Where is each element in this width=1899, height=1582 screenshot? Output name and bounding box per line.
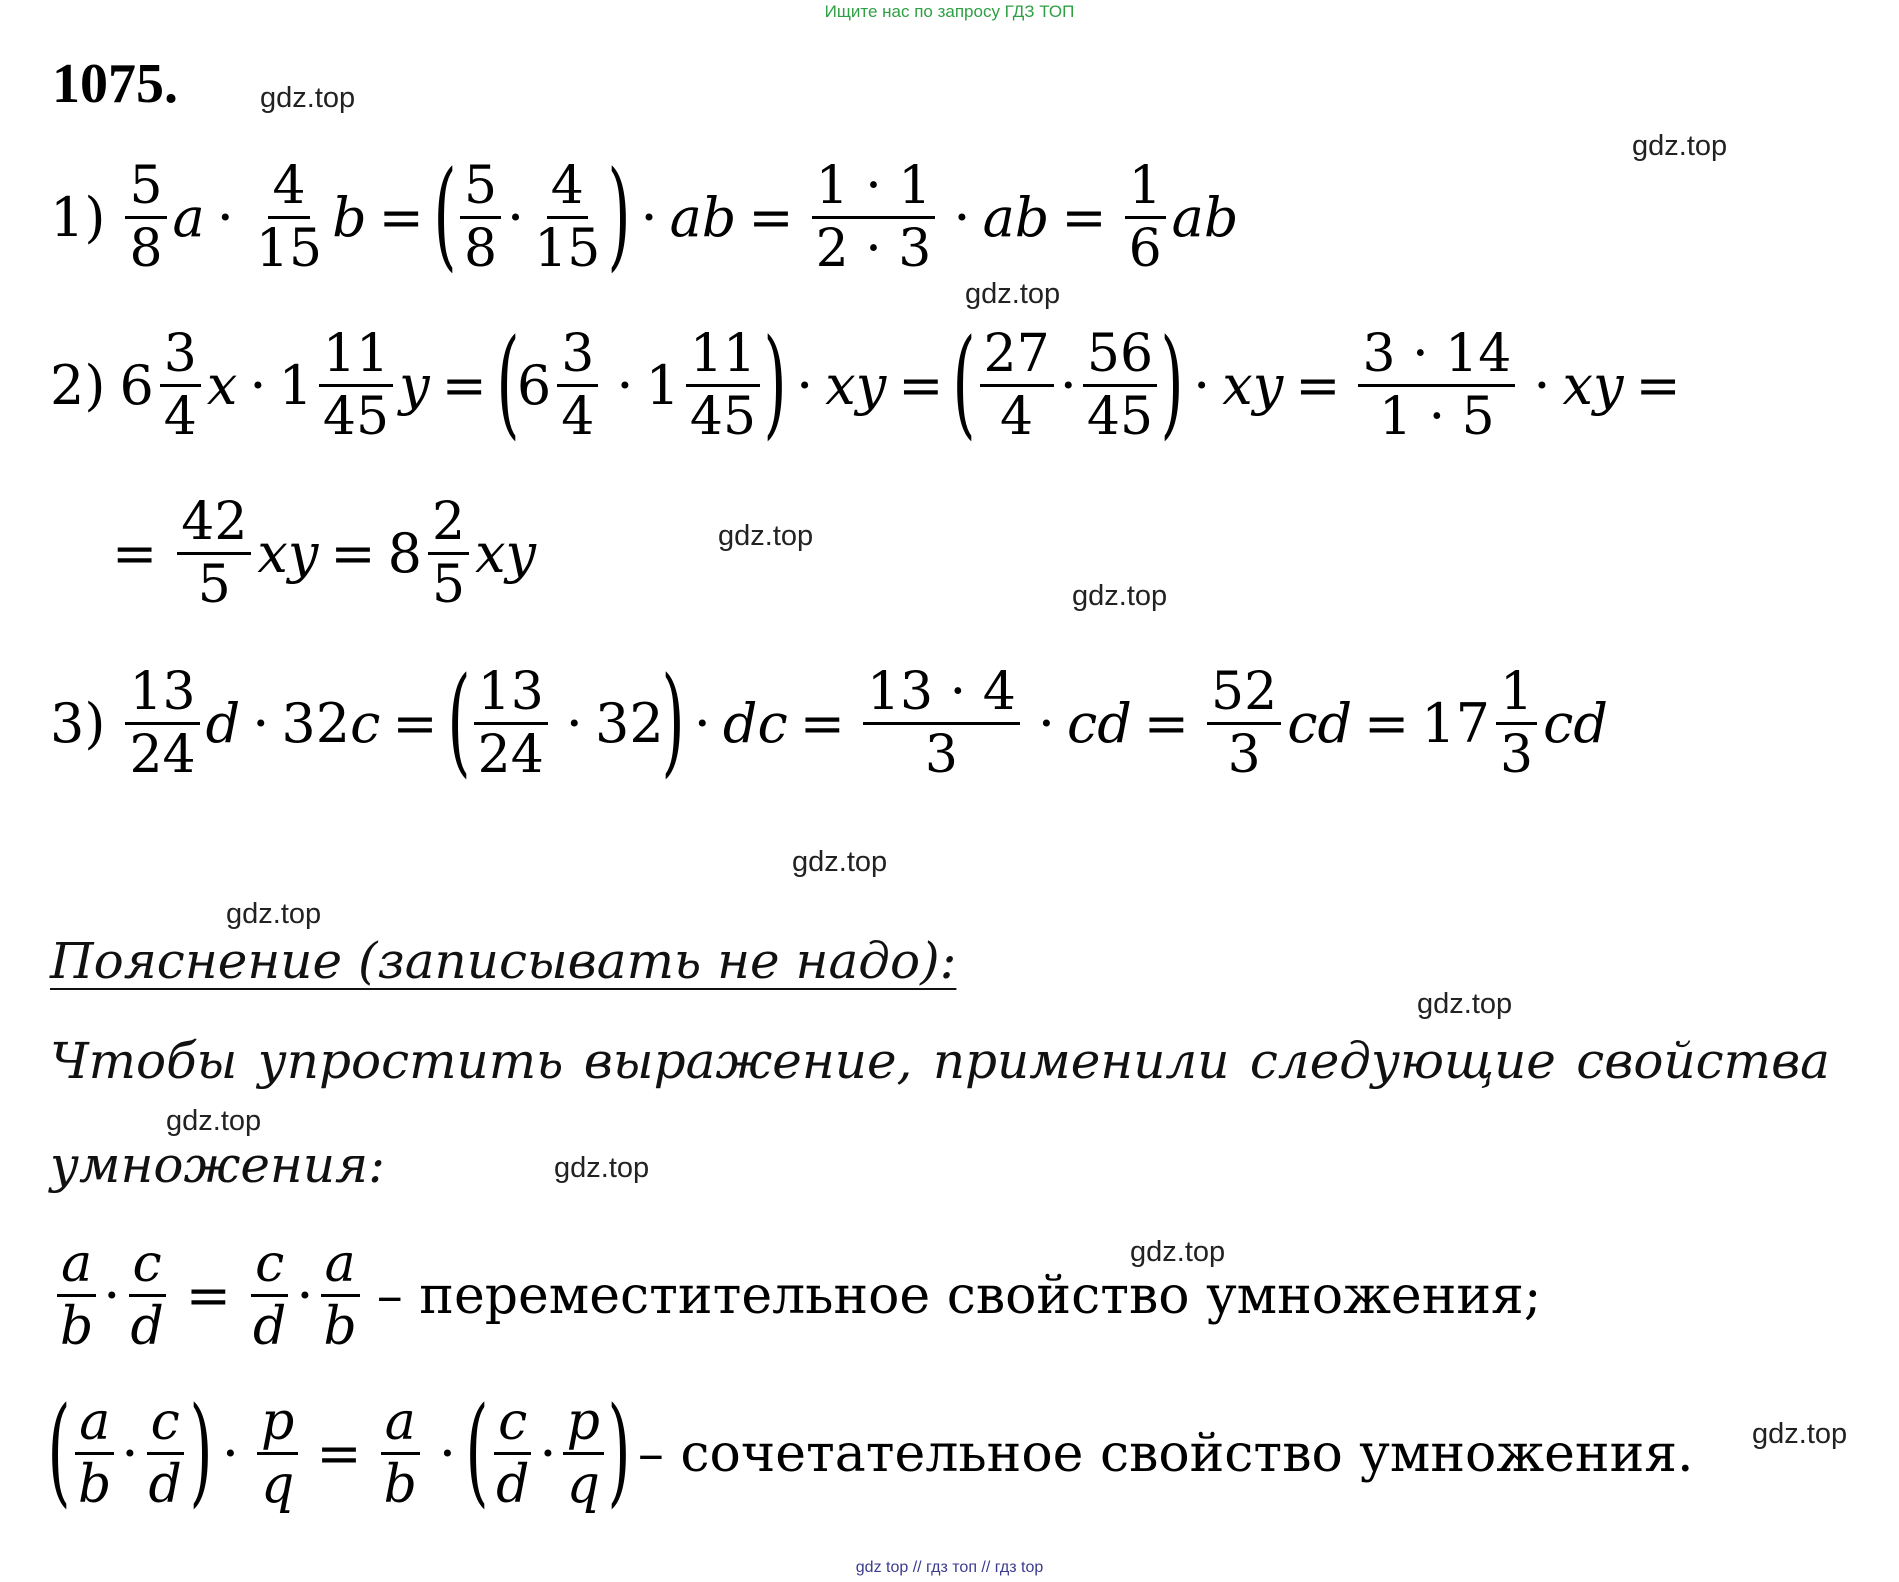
variable: cd [1287, 691, 1353, 755]
fraction [492, 1392, 533, 1516]
variable: x [206, 353, 238, 417]
number: 32 [281, 691, 351, 755]
open-paren: ( [47, 1380, 71, 1519]
fraction [812, 156, 936, 280]
fraction [257, 1392, 298, 1516]
explanation-continuation: умножения: [50, 1136, 386, 1194]
equals-operator: = [1143, 691, 1190, 755]
whole-part: 8 [387, 521, 422, 585]
fraction [249, 1234, 290, 1358]
numerator: 13 [125, 664, 199, 725]
numerator: 2 [428, 494, 469, 555]
variable: ab [669, 185, 737, 249]
close-paren: ) [661, 650, 685, 789]
fraction [1125, 156, 1166, 280]
item-label: 3) [50, 691, 106, 755]
numerator: p [563, 1394, 604, 1455]
watermark: gdz.top [1752, 1418, 1848, 1450]
equals-operator: = [1364, 691, 1410, 755]
dot-operator: · [438, 1421, 457, 1485]
fraction [863, 662, 1020, 786]
numerator: 27 [980, 326, 1054, 387]
explanation-heading: Пояснение (записывать не надо): [50, 932, 957, 990]
dot-operator: · [296, 1263, 314, 1327]
number: 32 [594, 691, 664, 755]
denominator: 1 · 5 [1379, 387, 1495, 448]
denominator: q [566, 1455, 600, 1516]
variable: dc [722, 691, 788, 755]
numerator: a [75, 1394, 114, 1455]
dot-operator: · [103, 1263, 121, 1327]
denominator: 45 [689, 387, 757, 448]
fraction [460, 156, 501, 280]
variable: xy [1562, 353, 1624, 417]
open-paren: ( [952, 312, 977, 451]
watermark: gdz.top [1632, 130, 1728, 162]
denominator: b [383, 1455, 417, 1516]
word: упростить [257, 1032, 564, 1090]
close-paren: ) [189, 1380, 213, 1519]
equation-line-2 [50, 312, 1693, 451]
watermark: gdz.top [718, 520, 814, 552]
variable: xy [825, 353, 887, 417]
variable: y [399, 353, 430, 417]
fraction [177, 492, 251, 616]
fraction [530, 156, 604, 280]
equals-operator: = [1635, 353, 1681, 417]
numerator: 3 · 14 [1358, 326, 1515, 387]
numerator: a [57, 1236, 96, 1297]
numerator: 4 [547, 158, 588, 219]
denominator: 15 [534, 219, 601, 280]
fraction [563, 1392, 604, 1516]
fraction [74, 1392, 115, 1516]
dot-operator: · [1059, 353, 1077, 417]
watermark: gdz.top [226, 898, 322, 930]
fraction [1358, 324, 1515, 448]
denominator: 4 [163, 387, 197, 448]
equals-operator: = [898, 353, 944, 417]
equals-operator: = [441, 353, 487, 417]
fraction [160, 324, 201, 448]
numerator: 3 [160, 326, 201, 387]
denominator: b [78, 1455, 112, 1516]
dot-operator: · [693, 691, 711, 755]
watermark: gdz.top [554, 1152, 650, 1184]
equals-operator: = [330, 521, 376, 585]
open-paren: ( [447, 650, 471, 789]
dot-operator: · [616, 353, 634, 417]
variable: ab [1171, 185, 1239, 249]
fraction [252, 156, 326, 280]
property-description: – переместительное свойство умножения; [376, 1265, 1542, 1326]
whole-part: 6 [119, 353, 154, 417]
fraction [557, 324, 598, 448]
watermark: gdz.top [166, 1105, 262, 1137]
denominator: 45 [322, 387, 390, 448]
open-paren: ( [465, 1380, 489, 1519]
fraction [125, 156, 166, 280]
denominator: 3 [1500, 725, 1534, 786]
dot-operator: · [565, 691, 583, 755]
word: Чтобы [50, 1032, 238, 1090]
dot-operator: · [1533, 353, 1551, 417]
fraction [125, 662, 199, 786]
variable: c [350, 691, 381, 755]
variable: xy [475, 521, 537, 585]
close-paren: ) [1160, 312, 1184, 451]
variable: b [332, 185, 367, 249]
fraction [1207, 662, 1281, 786]
close-paren: ) [763, 312, 787, 451]
numerator: 52 [1207, 664, 1281, 725]
fraction [686, 324, 760, 448]
whole-part: 1 [278, 353, 313, 417]
variable: cd [1543, 691, 1608, 755]
dot-operator: · [1193, 353, 1211, 417]
word: следующие [1249, 1032, 1556, 1090]
denominator: b [60, 1297, 94, 1358]
denominator: 8 [129, 219, 163, 280]
dot-operator: · [249, 353, 267, 417]
numerator: c [251, 1236, 288, 1297]
dot-operator: · [796, 353, 814, 417]
dot-operator: · [539, 1421, 557, 1485]
fraction [1083, 324, 1157, 448]
denominator: 45 [1086, 387, 1154, 448]
fraction [380, 1392, 421, 1516]
denominator: d [496, 1455, 530, 1516]
variable: cd [1066, 691, 1132, 755]
equation-line-1 [50, 144, 1239, 283]
equals-operator: = [799, 691, 845, 755]
denominator: 24 [129, 725, 196, 786]
denominator: 8 [463, 219, 498, 280]
dot-operator: · [640, 185, 658, 249]
equation-line-3 [50, 650, 1608, 789]
numerator: 13 · 4 [863, 664, 1020, 725]
denominator: q [261, 1455, 295, 1516]
denominator: b [323, 1297, 357, 1358]
dot-operator: · [216, 185, 234, 249]
equals-operator: = [1295, 353, 1341, 417]
denominator: 4 [1000, 387, 1034, 448]
dot-operator: · [507, 185, 525, 249]
variable: ab [982, 185, 1050, 249]
numerator: 56 [1083, 326, 1157, 387]
equation-line-2-continued [112, 492, 537, 616]
denominator: 5 [432, 555, 466, 616]
fraction [319, 324, 393, 448]
numerator: 5 [460, 158, 501, 219]
whole-part: 1 [645, 353, 680, 417]
associative-property [47, 1380, 1694, 1519]
dot-operator: · [252, 691, 270, 755]
watermark: gdz.top [792, 846, 888, 878]
numerator: 11 [319, 326, 393, 387]
numerator: 3 [557, 326, 598, 387]
variable: xy [1222, 353, 1284, 417]
numerator: 11 [686, 326, 760, 387]
fraction [126, 1234, 167, 1358]
dot-operator: · [221, 1421, 240, 1485]
dot-operator: · [121, 1421, 139, 1485]
problem-number: 1075. [52, 53, 178, 115]
equals-operator: = [392, 691, 438, 755]
open-paren: ( [433, 144, 457, 283]
fraction [319, 1234, 360, 1358]
watermark: gdz.top [965, 278, 1061, 310]
numerator: 42 [177, 494, 251, 555]
fraction [980, 324, 1054, 448]
close-paren: ) [607, 144, 631, 283]
numerator: 5 [125, 158, 166, 219]
dot-operator: · [1037, 691, 1055, 755]
equals-operator: = [748, 185, 794, 249]
numerator: a [381, 1394, 420, 1455]
variable: xy [257, 521, 319, 585]
numerator: a [321, 1236, 360, 1297]
denominator: 24 [477, 725, 544, 786]
word: выражение, [583, 1032, 913, 1090]
fraction [56, 1234, 97, 1358]
numerator: c [147, 1394, 184, 1455]
property-description: – сочетательное свойство умножения. [637, 1423, 1694, 1484]
equals-operator: = [378, 185, 424, 249]
fraction [474, 662, 548, 786]
word: свойства [1576, 1032, 1830, 1090]
equals-operator: = [185, 1263, 232, 1327]
close-paren: ) [607, 1380, 631, 1519]
denominator: d [253, 1297, 287, 1358]
variable: d [205, 691, 241, 755]
equals-operator: = [316, 1421, 362, 1485]
watermark: gdz.top [260, 82, 356, 114]
explanation-paragraph [50, 1032, 1830, 1090]
commutative-property [50, 1234, 1542, 1358]
footer-links: gdz top // гдз топ // гдз top [855, 1559, 1044, 1576]
denominator: 5 [197, 555, 231, 616]
equals-operator: = [112, 521, 158, 585]
denominator: 15 [255, 219, 323, 280]
numerator: 1 [1496, 664, 1537, 725]
denominator: 2 · 3 [815, 219, 932, 280]
numerator: c [494, 1394, 531, 1455]
numerator: 13 [474, 664, 548, 725]
watermark: gdz.top [1130, 1236, 1226, 1268]
numerator: 1 [1125, 158, 1166, 219]
open-paren: ( [496, 312, 520, 451]
numerator: 1 · 1 [812, 158, 936, 219]
denominator: d [148, 1455, 182, 1516]
variable: a [172, 185, 205, 249]
fraction [1496, 662, 1537, 786]
item-label: 1) [50, 185, 106, 249]
numerator: p [257, 1394, 298, 1455]
watermark: gdz.top [1072, 580, 1168, 612]
denominator: 3 [1227, 725, 1261, 786]
numerator: 4 [268, 158, 309, 219]
fraction [145, 1392, 186, 1516]
denominator: 4 [561, 387, 595, 448]
denominator: 6 [1128, 219, 1162, 280]
whole-part: 17 [1421, 691, 1490, 755]
equals-operator: = [1061, 185, 1107, 249]
dot-operator: · [953, 185, 971, 249]
top-banner: Ищите нас по запросу ГДЗ ТОП [824, 2, 1075, 21]
watermark: gdz.top [1417, 988, 1513, 1020]
item-label: 2) [50, 353, 106, 417]
denominator: 3 [924, 725, 958, 786]
denominator: d [130, 1297, 164, 1358]
numerator: c [129, 1236, 166, 1297]
word: применили [932, 1032, 1230, 1090]
whole-part: 6 [516, 353, 552, 417]
fraction [428, 492, 469, 616]
